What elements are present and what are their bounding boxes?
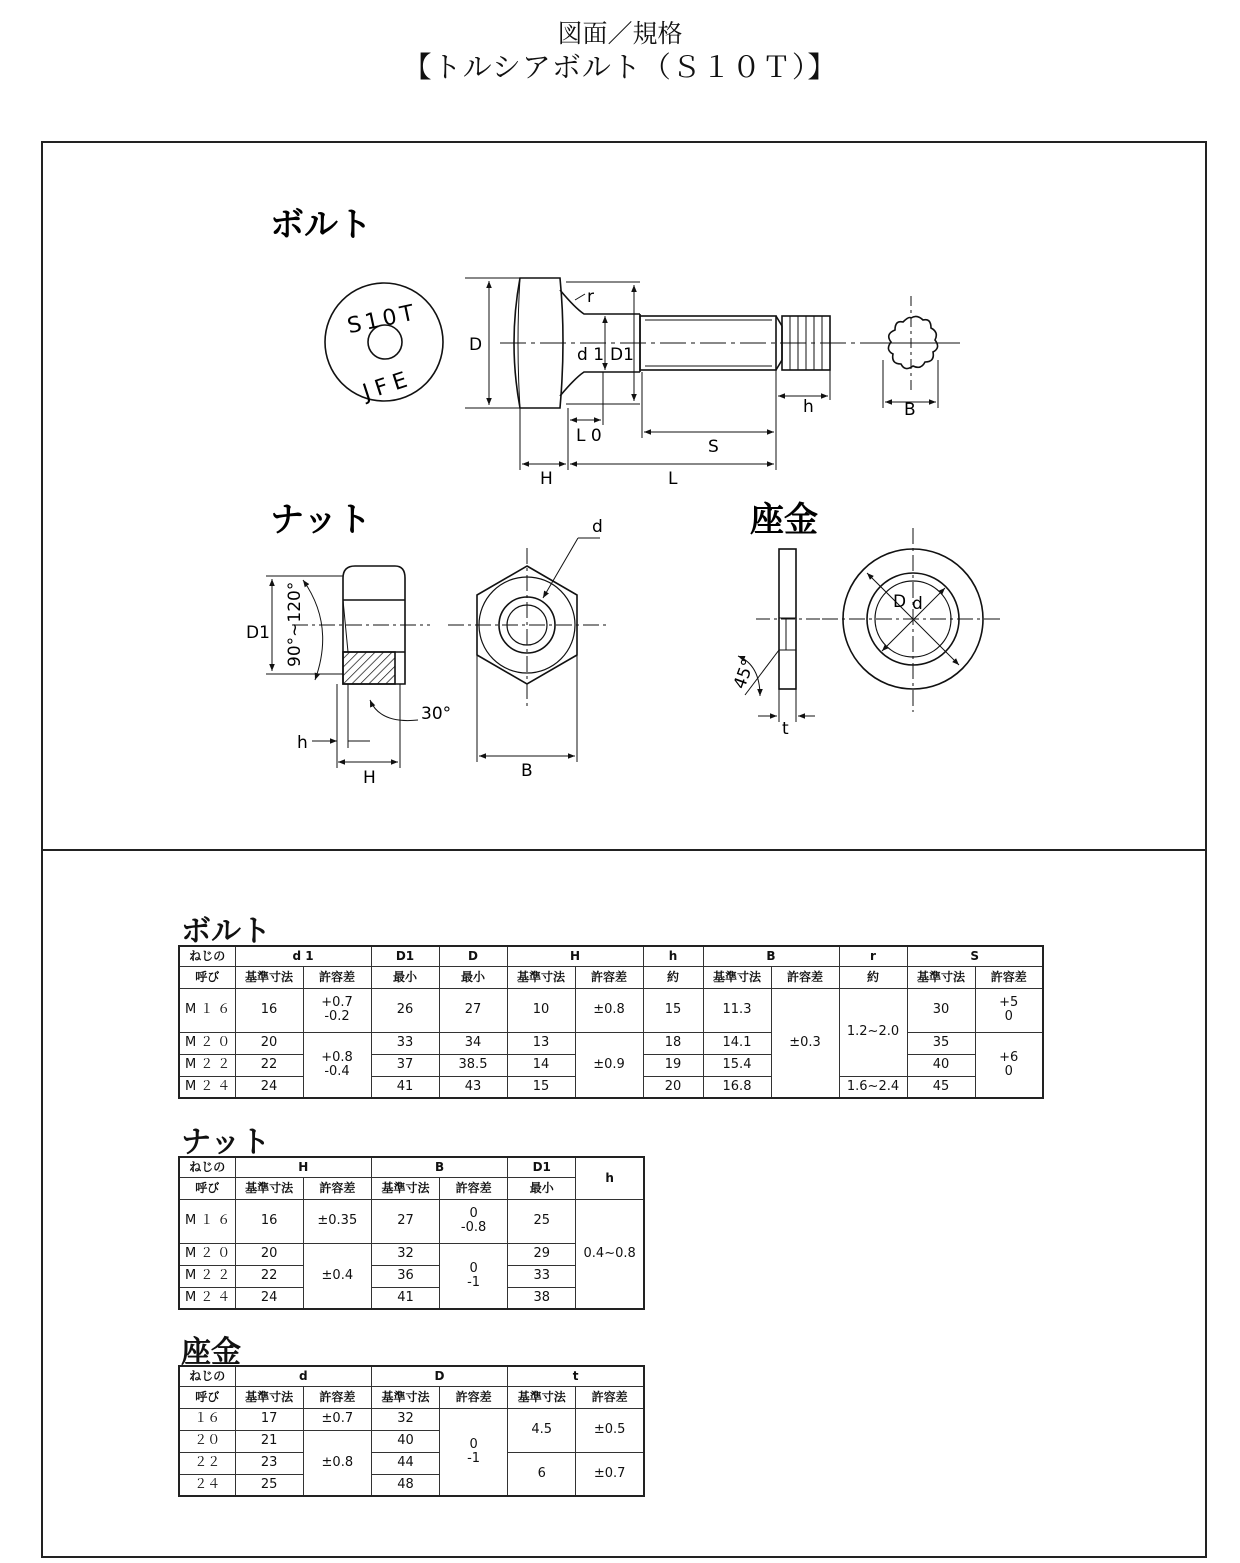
header-cell: D1	[371, 946, 439, 966]
cell: 20	[643, 1076, 703, 1098]
header-cell: 約	[643, 966, 703, 988]
cell: 22	[235, 1054, 303, 1076]
header-cell: 許容差	[771, 966, 839, 988]
cell-line: -0.2	[324, 1009, 350, 1024]
bolt-label-D1: D1	[610, 345, 634, 365]
header-cell: h	[643, 946, 703, 966]
header-cell: B	[371, 1157, 507, 1177]
cell	[440, 1243, 508, 1309]
nut-label-30: 30°	[421, 704, 452, 724]
page-title-line1: 図面／規格	[557, 19, 683, 48]
header-cell: 許容差	[975, 966, 1043, 988]
header-cell: H	[235, 1157, 371, 1177]
header-cell: D1	[508, 1157, 576, 1177]
header-cell: 基準寸法	[508, 1386, 576, 1408]
washer-table-heading: 座金	[181, 1335, 241, 1370]
row-name: M１６	[179, 1199, 235, 1243]
row-name: ２４	[179, 1474, 235, 1496]
header-cell: ねじの	[179, 1366, 235, 1386]
bolt-drawing-heading: ボルト	[270, 205, 372, 245]
cell: 32	[371, 1408, 439, 1430]
cell: 32	[371, 1243, 439, 1265]
row-name: M２４	[179, 1287, 235, 1309]
cell: 15	[507, 1076, 575, 1098]
bolt-label-S: S	[708, 437, 719, 457]
header-cell: d	[235, 1366, 371, 1386]
cell: 43	[439, 1076, 507, 1098]
nut-label-d: d	[592, 517, 603, 537]
bolt-dimensions	[465, 278, 938, 470]
bolt-label-h: h	[803, 397, 814, 417]
cell-line: -0.8	[460, 1220, 487, 1235]
header-cell: 最小	[371, 966, 439, 988]
bolt-spec-table	[178, 945, 1044, 1099]
cell: 36	[371, 1265, 439, 1287]
washer-drawing-heading: 座金	[750, 500, 818, 540]
header-cell: 基準寸法	[703, 966, 771, 988]
header-cell: 基準寸法	[507, 966, 575, 988]
table-row	[179, 1265, 644, 1287]
cell: ±0.5	[576, 1408, 644, 1452]
cell: 15.4	[703, 1054, 771, 1076]
nut-label-angle: 90°~120°	[285, 581, 305, 667]
cell: 40	[371, 1430, 439, 1452]
bolt-side-view	[500, 278, 960, 408]
header-cell: 許容差	[440, 1386, 508, 1408]
cell: 27	[439, 988, 507, 1032]
table-row	[179, 1199, 644, 1243]
cell: 37	[371, 1054, 439, 1076]
cell: 20	[235, 1032, 303, 1054]
header-cell: ねじの	[179, 1157, 235, 1177]
cell: ±0.7	[303, 1408, 371, 1430]
cell: 41	[371, 1287, 439, 1309]
cell: 24	[235, 1287, 303, 1309]
cell: 22	[235, 1265, 303, 1287]
nut-label-h: h	[297, 733, 308, 753]
header-cell: 最小	[508, 1177, 576, 1199]
header-cell: 許容差	[575, 966, 643, 988]
row-name: M１６	[179, 988, 235, 1032]
cell: 24	[235, 1076, 303, 1098]
cell: ±0.8	[575, 988, 643, 1032]
cell: 4.5	[508, 1408, 576, 1452]
cell: 20	[235, 1243, 303, 1265]
header-cell: S	[907, 946, 1043, 966]
nut-label-D1: D1	[246, 623, 270, 643]
row-name: １６	[179, 1408, 235, 1430]
cell: 1.6~2.4	[839, 1076, 907, 1098]
nut-table-heading: ナット	[181, 1125, 271, 1160]
table-row	[179, 1243, 644, 1265]
cell: 17	[235, 1408, 303, 1430]
cell	[303, 988, 371, 1032]
cell: 30	[907, 988, 975, 1032]
washer-spec-table	[178, 1365, 645, 1497]
cell: 27	[371, 1199, 439, 1243]
header-cell: 許容差	[576, 1386, 644, 1408]
header-cell: H	[507, 946, 643, 966]
cell-line: -1	[467, 1450, 481, 1466]
header-cell: 基準寸法	[235, 1177, 303, 1199]
cell: 13	[507, 1032, 575, 1054]
cell-line: +6	[999, 1049, 1019, 1065]
header-cell: D	[371, 1366, 507, 1386]
nut-label-H: H	[363, 768, 376, 788]
header-cell: t	[508, 1366, 644, 1386]
cell: 16	[235, 988, 303, 1032]
header-cell: 許容差	[440, 1177, 508, 1199]
page-title-line2: 【トルシアボルト（Ｓ１０Ｔ）】	[402, 50, 838, 84]
cell-line: -0.4	[324, 1063, 350, 1079]
header-cell: 基準寸法	[371, 1177, 439, 1199]
cell: ±0.35	[303, 1199, 371, 1243]
cell: 35	[907, 1032, 975, 1054]
cell: 14	[507, 1054, 575, 1076]
bolt-label-B: B	[904, 400, 916, 420]
cell: 0.4~0.8	[576, 1199, 644, 1309]
cell: 41	[371, 1076, 439, 1098]
table-row	[179, 988, 1043, 1032]
cell: 16	[235, 1199, 303, 1243]
bolt-label-L0: L 0	[576, 426, 602, 446]
cell-line: 0	[469, 1206, 478, 1221]
cell: 48	[371, 1474, 439, 1496]
cell: 14.1	[703, 1032, 771, 1054]
cell: ±0.9	[575, 1032, 643, 1098]
bolt-label-d1: d 1	[577, 345, 605, 365]
cell: 33	[508, 1265, 576, 1287]
row-name: M２０	[179, 1243, 235, 1265]
row-name: M２４	[179, 1076, 235, 1098]
header-cell: r	[839, 946, 907, 966]
table-row	[179, 1452, 644, 1474]
cell: 25	[235, 1474, 303, 1496]
washer-label-t: t	[782, 719, 789, 739]
row-name: ２２	[179, 1452, 235, 1474]
cell-line: 0	[469, 1436, 478, 1452]
bolt-label-r: r	[587, 287, 594, 307]
cell: ±0.7	[576, 1452, 644, 1496]
cell-line: -1	[467, 1274, 481, 1290]
cell	[440, 1199, 508, 1243]
header-cell: 基準寸法	[371, 1386, 439, 1408]
cell: ±0.3	[771, 988, 839, 1098]
nut-label-B: B	[521, 761, 533, 781]
washer-label-angle: 45°	[729, 656, 760, 692]
cell: 26	[371, 988, 439, 1032]
cell-line: +0.8	[321, 1049, 353, 1065]
header-cell: d 1	[235, 946, 371, 966]
header-cell: h	[576, 1157, 644, 1199]
table-row	[179, 1408, 644, 1430]
cell: ±0.4	[303, 1243, 371, 1309]
header-cell: B	[703, 946, 839, 966]
header-cell: 約	[839, 966, 907, 988]
cell-line: 0	[1004, 1063, 1013, 1079]
table-row	[179, 1287, 644, 1309]
row-name: ２０	[179, 1430, 235, 1452]
header-cell: 最小	[439, 966, 507, 988]
bolt-table-heading: ボルト	[181, 914, 271, 949]
cell: 23	[235, 1452, 303, 1474]
cell: 38	[508, 1287, 576, 1309]
cell: 38.5	[439, 1054, 507, 1076]
cell	[975, 1032, 1043, 1098]
row-name: M２２	[179, 1265, 235, 1287]
cell: 18	[643, 1032, 703, 1054]
cell-line: 0	[1004, 1009, 1013, 1024]
cell: 25	[508, 1199, 576, 1243]
header-cell: 呼び	[179, 966, 235, 988]
header-cell: 許容差	[303, 1386, 371, 1408]
header-cell: 許容差	[303, 1177, 371, 1199]
washer-label-D: D	[893, 592, 907, 612]
cell: 15	[643, 988, 703, 1032]
cell: 33	[371, 1032, 439, 1054]
washer-side-view	[756, 549, 826, 689]
bolt-label-H: H	[540, 469, 553, 489]
cell: 10	[507, 988, 575, 1032]
row-name: M２０	[179, 1032, 235, 1054]
header-cell: ねじの	[179, 946, 235, 966]
cell: 1.2~2.0	[839, 988, 907, 1076]
cell: 40	[907, 1054, 975, 1076]
stamp-top-text: S10T	[345, 299, 421, 340]
washer-label-d: d	[912, 594, 923, 614]
nut-spec-table	[178, 1156, 645, 1310]
header-cell: 許容差	[303, 966, 371, 988]
cell: 21	[235, 1430, 303, 1452]
header-cell: 基準寸法	[235, 966, 303, 988]
stamp-bottom-text: JFE	[359, 366, 417, 406]
cell	[303, 1032, 371, 1098]
nut-drawing-heading: ナット	[270, 500, 372, 540]
cell-line: +0.7	[321, 995, 353, 1010]
cell: 44	[371, 1452, 439, 1474]
cell	[975, 988, 1043, 1032]
header-cell: 呼び	[179, 1177, 235, 1199]
cell: 6	[508, 1452, 576, 1496]
cell: 11.3	[703, 988, 771, 1032]
row-name: M２２	[179, 1054, 235, 1076]
cell: ±0.8	[303, 1430, 371, 1496]
cell: 29	[508, 1243, 576, 1265]
header-cell: D	[439, 946, 507, 966]
table-row	[179, 1032, 1043, 1054]
cell: 45	[907, 1076, 975, 1098]
cell	[440, 1408, 508, 1496]
cell-line: +5	[999, 995, 1019, 1010]
header-cell: 基準寸法	[235, 1386, 303, 1408]
cell: 16.8	[703, 1076, 771, 1098]
cell: 34	[439, 1032, 507, 1054]
bolt-label-D: D	[469, 335, 483, 355]
cell-line: 0	[469, 1260, 478, 1276]
header-cell: 呼び	[179, 1386, 235, 1408]
nut-top-view	[448, 548, 606, 708]
header-cell: 基準寸法	[907, 966, 975, 988]
bolt-label-L: L	[668, 469, 678, 489]
nut-side-view	[292, 566, 430, 684]
washer-front-view	[822, 528, 1000, 712]
cell: 19	[643, 1054, 703, 1076]
